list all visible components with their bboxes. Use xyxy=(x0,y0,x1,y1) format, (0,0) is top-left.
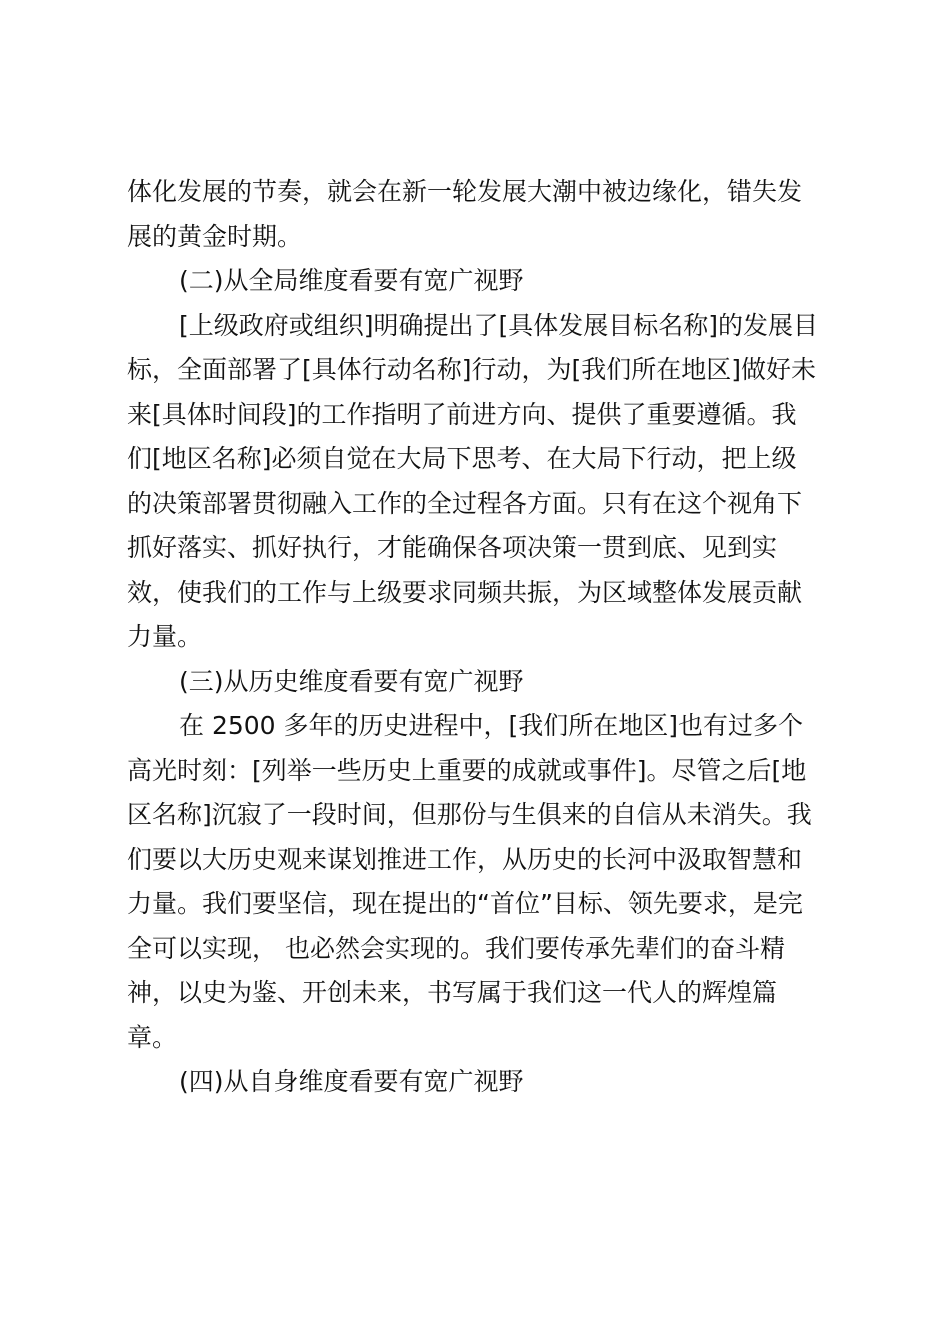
section-heading: (二)从全局维度看要有宽广视野 xyxy=(179,266,524,295)
paragraph-line: 区名称]沉寂了一段时间，但那份与生俱来的自信从未消失。我 xyxy=(127,800,812,829)
paragraph-line: 在 2500 多年的历史进程中，[我们所在地区]也有过多个 xyxy=(179,711,804,740)
paragraph-line: 展的黄金时期。 xyxy=(127,221,303,251)
paragraph-line: 抓好落实、抓好执行，才能确保各项决策一贯到底、见到实 xyxy=(127,533,778,562)
paragraph-line: 体化发展的节奏，就会在新一轮发展大潮中被边缘化，错失发 xyxy=(127,177,803,206)
paragraph-line: 来[具体时间段]的工作指明了前进方向、提供了重要遵循。我 xyxy=(127,399,797,429)
section-heading: (三)从历史维度看要有宽广视野 xyxy=(179,666,524,696)
paragraph-line: 神，以史为鉴、开创未来，书写属于我们这一代人的辉煌篇 xyxy=(127,978,778,1007)
paragraph-line: 力量。我们要坚信，现在提出的“首位”目标、领先要求，是完 xyxy=(127,889,803,918)
section-heading: (四)从自身维度看要有宽广视野 xyxy=(179,1067,524,1096)
paragraph-line: 高光时刻：[列举一些历史上重要的成就或事件]。尽管之后[地 xyxy=(127,755,807,785)
paragraph-line: 力量。 xyxy=(127,622,203,651)
document-page xyxy=(127,170,833,1105)
paragraph-line: 效，使我们的工作与上级要求同频共振，为区域整体发展贡献 xyxy=(127,577,803,607)
paragraph-line: 们要以大历史观来谋划推进工作，从历史的长河中汲取智慧和 xyxy=(127,844,803,874)
paragraph-line: 标，全面部署了[具体行动名称]行动，为[我们所在地区]做好未 xyxy=(127,355,817,384)
paragraph-line: [上级政府或组织]明确提出了[具体发展目标名称]的发展目 xyxy=(179,310,819,340)
paragraph-line: 们[地区名称]必须自觉在大局下思考、在大局下行动，把上级 xyxy=(127,444,797,473)
paragraph-line: 全可以实现， 也必然会实现的。我们要传承先辈们的奋斗精 xyxy=(127,933,785,963)
paragraph-line: 的决策部署贯彻融入工作的全过程各方面。只有在这个视角下 xyxy=(127,488,803,518)
paragraph-line: 章。 xyxy=(127,1022,178,1052)
